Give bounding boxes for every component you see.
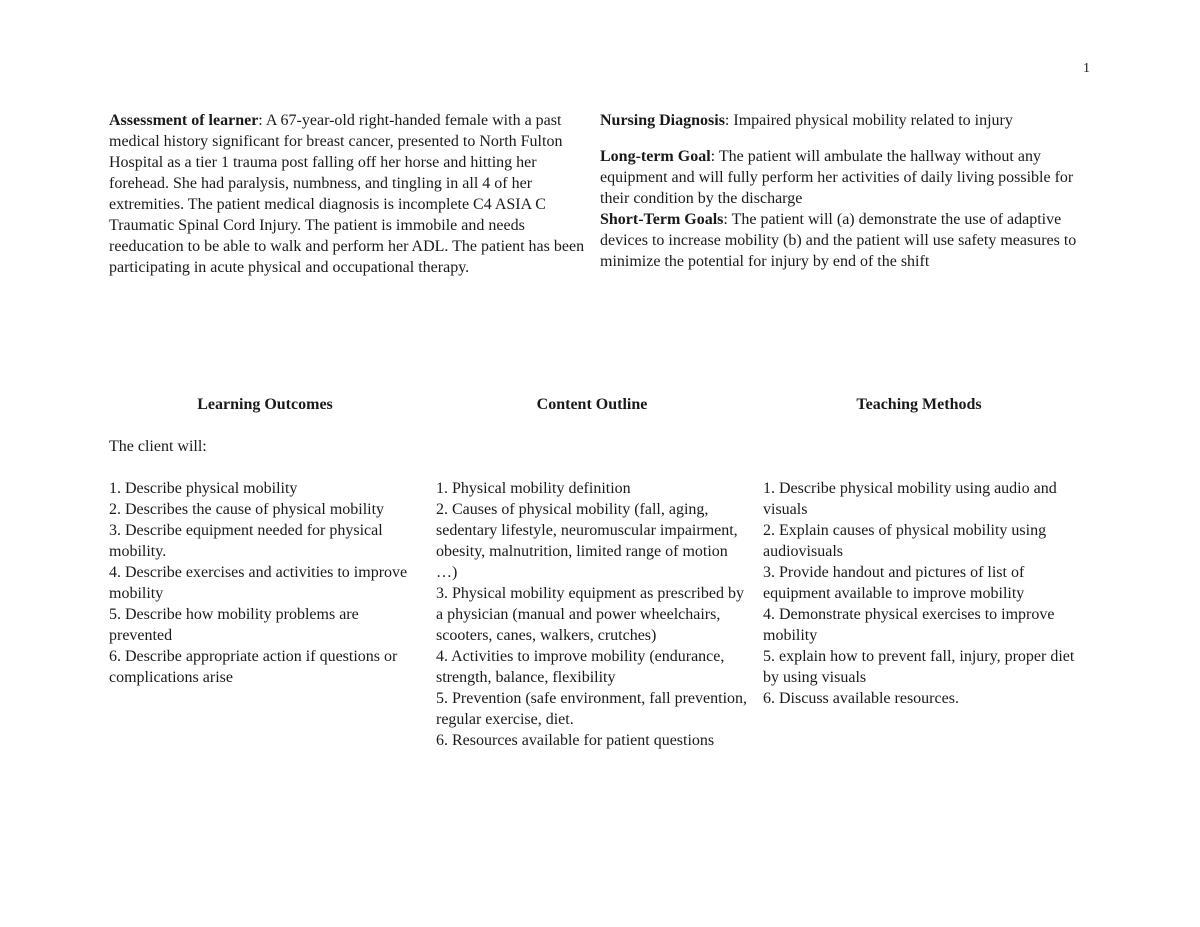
content-outline-item: 6. Resources available for patient questions [436, 732, 715, 749]
content-outline-heading: Content Outline [536, 396, 648, 413]
learning-outcome-item: 6. Describe appropriate action if questions or complications arise [109, 648, 398, 686]
learning-outcome-item: 4. Describe exercises and activities to improve mobility [109, 564, 408, 602]
assessment-label: Assessment of learner [109, 112, 259, 129]
long-term-goal-text: : The patient will ambulate the hallway without any equipment and will fully perform her activities of daily living possible for their condition by the discharge [600, 148, 1074, 207]
page-number: 1 [1083, 61, 1090, 76]
teaching-method-item: 3. Provide handout and pictures of list of equipment available to improve mobility [763, 564, 1025, 602]
short-term-goals [600, 209, 1086, 272]
content-outline-item: 5. Prevention (safe environment, fall prevention, regular exercise, diet. [436, 690, 748, 728]
teaching-method-item: 6. Discuss available resources. [763, 690, 959, 707]
learning-outcomes-list [109, 478, 424, 688]
long-term-goal-label: Long-term Goal [600, 148, 711, 165]
teaching-methods-heading: Teaching Methods [856, 396, 982, 413]
learning-outcome-item: 1. Describe physical mobility [109, 480, 298, 497]
content-outline-item: 2. Causes of physical mobility (fall, aging, sedentary lifestyle, neuromuscular impairment, obesity, malnutrition, limited range of motion …) [436, 501, 738, 581]
short-term-goals-text: : The patient will (a) demonstrate the use of adaptive devices to increase mobility (b) and the patient will use safety measures to minimize the potential for injury by end of the shift [600, 211, 1077, 270]
assessment-text: : A 67-year-old right-handed female with a past medical history significant for breast cancer, presented to North Fulton Hospital as a tier 1 trauma post falling off her horse and hitting her forehead. She had paralysis, numbness, and tingling in all 4 of her extremities. The patient medical diagnosis is incomplete C4 ASIA C Traumatic Spinal Cord Injury. The patient is immobile and needs reeducation to be able to walk and perform her ADL. The patient has been participating in acute physical and occupational therapy. [109, 112, 585, 276]
learning-outcome-item: 5. Describe how mobility problems are prevented [109, 606, 359, 644]
nursing-diagnosis-label: Nursing Diagnosis [600, 112, 725, 129]
learning-outcomes-heading: Learning Outcomes [197, 396, 333, 413]
short-term-goals-label: Short-Term Goals [600, 211, 724, 228]
content-outline-item: 3. Physical mobility equipment as prescribed by a physician (manual and power wheelchairs, scooters, canes, walkers, crutches) [436, 585, 744, 644]
nursing-diagnosis [600, 110, 1086, 131]
long-term-goal [600, 146, 1086, 209]
teaching-method-item: 2. Explain causes of physical mobility using audiovisuals [763, 522, 1047, 560]
assessment-of-learner [109, 110, 591, 278]
teaching-methods-list [763, 478, 1075, 709]
nursing-diagnosis-text: : Impaired physical mobility related to injury [724, 112, 1013, 129]
teaching-method-item: 5. explain how to prevent fall, injury, proper diet by using visuals [763, 648, 1075, 686]
learning-outcome-item: 2. Describes the cause of physical mobility [109, 501, 385, 518]
content-outline-list [436, 478, 751, 751]
teaching-method-item: 4. Demonstrate physical exercises to improve mobility [763, 606, 1055, 644]
content-outline-item: 1. Physical mobility definition [436, 480, 631, 497]
content-outline-item: 4. Activities to improve mobility (endurance, strength, balance, flexibility [436, 648, 725, 686]
client-will-intro: The client will: [109, 438, 207, 455]
teaching-method-item: 1. Describe physical mobility using audio and visuals [763, 480, 1057, 518]
learning-outcome-item: 3. Describe equipment needed for physical mobility. [109, 522, 383, 560]
goals-section [600, 146, 1086, 272]
